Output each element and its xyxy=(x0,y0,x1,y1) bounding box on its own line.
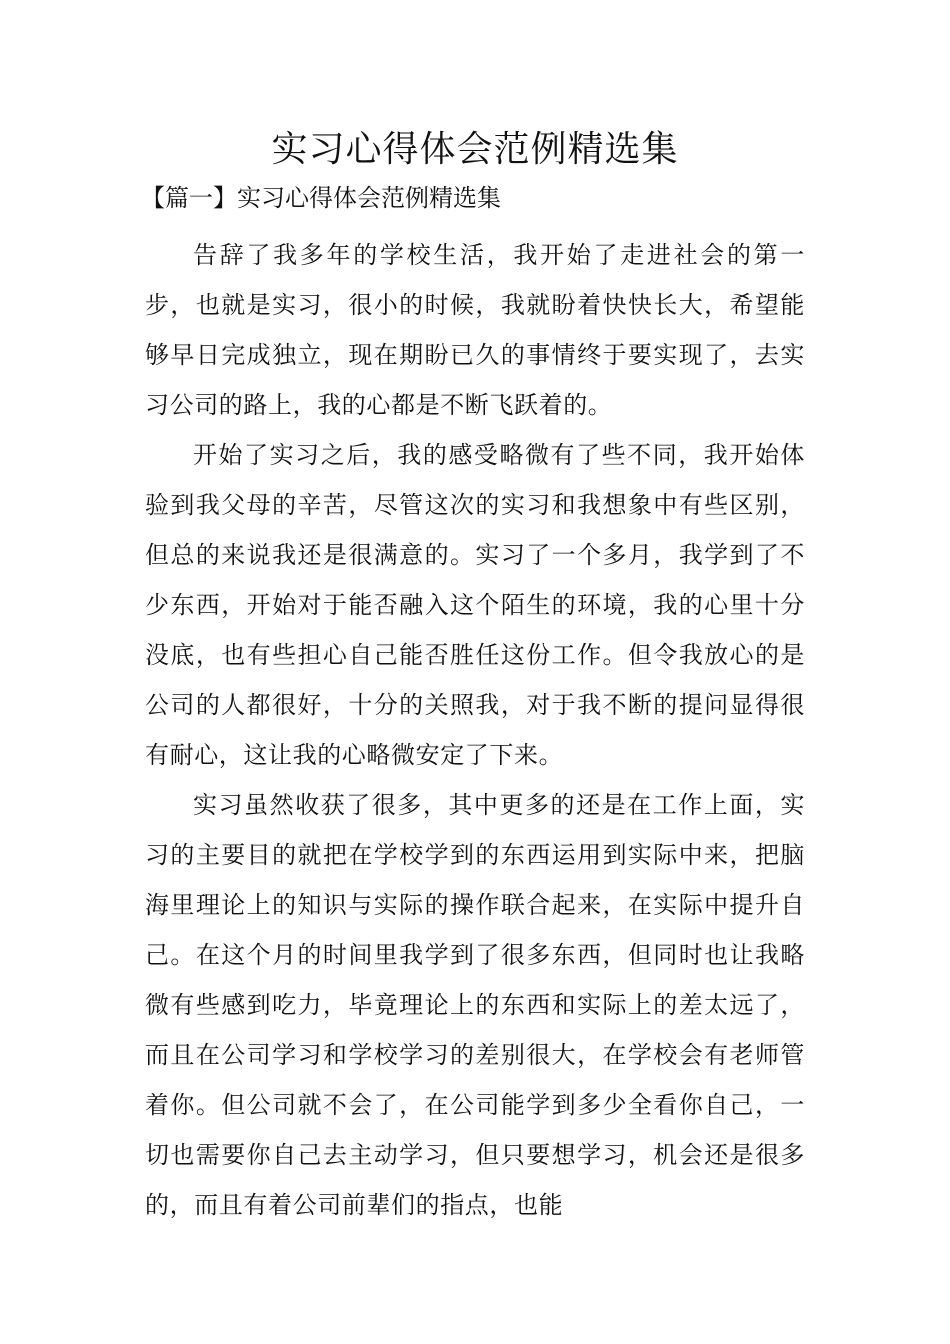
paragraph-2: 开始了实习之后，我的感受略微有了些不同，我开始体验到我父母的辛苦，尽管这次的实习和我想象中有些区别，但总的来说我还是很满意的。实习了一个多月，我学到了不少东西，开始对于能否融入这个陌生的环境，我的心里十分没底，也有些担心自己能否胜任这份工作。但令我放心的是公司的人都很好，十分的关照我，对于我不断的提问显得很有耐心，这让我的心略微安定了下来。 xyxy=(145,441,805,769)
document-title: 实习心得体会范例精选集 xyxy=(271,129,679,170)
paragraph-3: 实习虽然收获了很多，其中更多的还是在工作上面，实习的主要目的就把在学校学到的东西运用到实际中来，把脑海里理论上的知识与实际的操作联合起来，在实际中提升自己。在这个月的时间里我学到了很多东西，但同时也让我略微有些感到吃力，毕竟理论上的东西和实际上的差太远了，而且在公司学习和学校学习的差别很大，在学校会有老师管着你。但公司就不会了，在公司能学到多少全看你自己，一切也需要你自己去主动学习，但只要想学习，机会还是很多的，而且有着公司前辈们的指点，也能 xyxy=(145,791,805,1219)
document-page xyxy=(141,122,805,1230)
section-heading: 【篇一】实习心得体会范例精选集 xyxy=(141,184,501,212)
paragraph-1: 告辞了我多年的学校生活，我开始了走进社会的第一步，也就是实习，很小的时候，我就盼着快快长大，希望能够早日完成独立，现在期盼已久的事情终于要实现了，去实习公司的路上，我的心都是不断飞跃着的。 xyxy=(145,241,805,419)
